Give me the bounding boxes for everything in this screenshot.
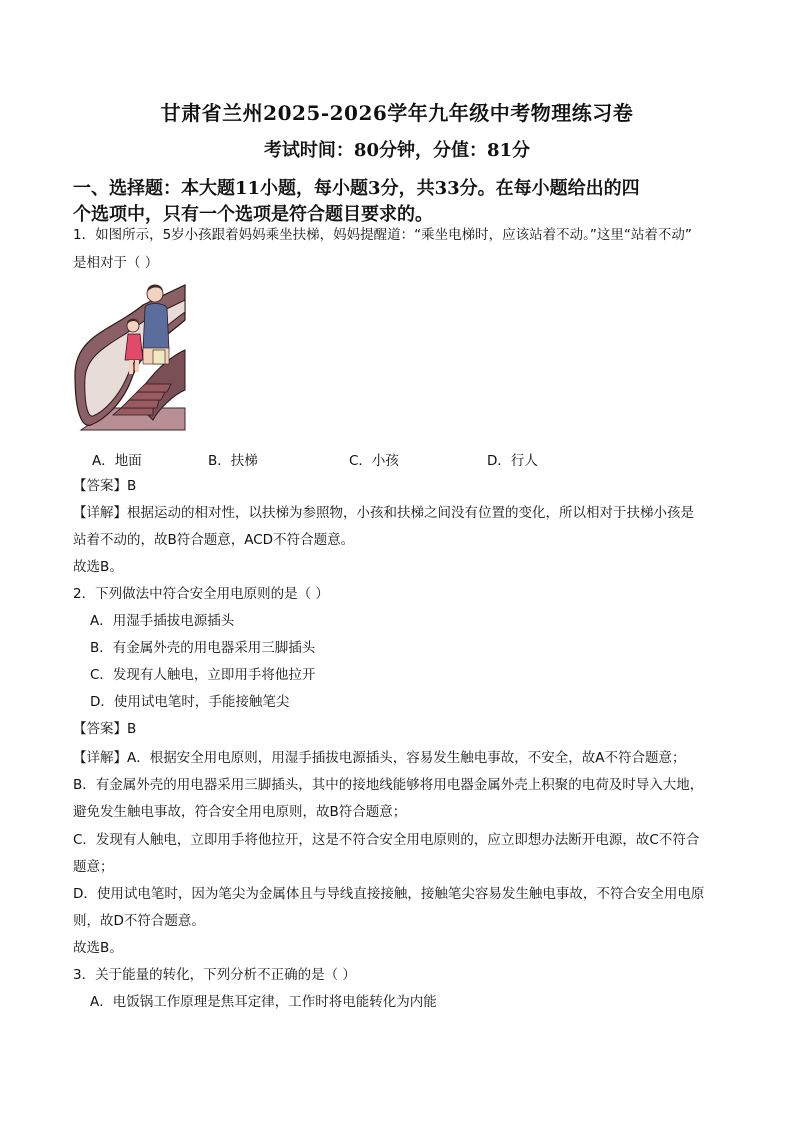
q2-option-c: C．发现有人触电，立即用手将他拉开 — [90, 667, 316, 683]
section-heading — [73, 176, 733, 228]
q2-detail-line-7: 则，故D不符合题意。 — [73, 913, 205, 929]
exam-title: 甘肃省兰州2025-2026学年九年级中考物理练习卷 — [160, 101, 634, 125]
q2-detail-line-3: 避免发生触电事故，符合安全用电原则，故B符合题意； — [73, 804, 407, 820]
exam-subtitle: 考试时间：80分钟，分值：81分 — [263, 140, 531, 161]
q2-answer: 【答案】B — [73, 721, 137, 737]
q1-option-b: B．扶梯 — [208, 453, 258, 469]
q1-option-d: D．行人 — [487, 453, 538, 469]
q3-stem: 3．关于能量的转化，下列分析不正确的是（ ） — [73, 967, 356, 983]
q1-stem-line-1: 1．如图所示，5岁小孩跟着妈妈乘坐扶梯，妈妈提醒道：“乘坐电梯时，应该站着不动。”这里“站着不动” — [73, 227, 692, 243]
q3-option-a: A．电饭锅工作原理是焦耳定律，工作时将电能转化为内能 — [90, 994, 437, 1010]
section-heading-line-2: 个选项中，只有一个选项是符合题目要求的。 — [73, 204, 433, 225]
q2-conclusion: 故选B。 — [73, 940, 123, 956]
q2-detail-line-1: 【详解】A．根据安全用电原则，用湿手插拔电源插头，容易发生触电事故，不安全，故A不符合题意； — [73, 750, 686, 766]
q1-option-c: C．小孩 — [349, 453, 399, 469]
q2-option-d: D．使用试电笔时，手能接触笔尖 — [90, 694, 290, 710]
q2-detail-line-6: D．使用试电笔时，因为笔尖为金属体且与导线直接接触，接触笔尖容易发生触电事故，不符合安全用电原 — [73, 886, 705, 902]
q2-detail-line-2: B．有金属外壳的用电器采用三脚插头，其中的接地线能够将用电器金属外壳上积聚的电荷及时导入大地， — [73, 777, 704, 793]
q1-detail-line-2: 站着不动的，故B符合题意，ACD不符合题意。 — [73, 532, 355, 548]
q2-detail-line-4: C．发现有人触电，立即用手将他拉开，这是不符合安全用电原则的，应立即想办法断开电源，故C不符合 — [73, 832, 700, 848]
q2-stem: 2．下列做法中符合安全用电原则的是（ ） — [73, 586, 329, 602]
q2-option-b: B．有金属外壳的用电器采用三脚插头 — [90, 640, 316, 656]
section-heading-line-1: 一、选择题：本大题11小题，每小题3分，共33分。在每小题给出的四 — [73, 178, 640, 199]
q1-option-a: A．地面 — [92, 453, 142, 469]
q1-stem-line-2: 是相对于（ ） — [73, 255, 159, 271]
q1-detail-line-1: 【详解】根据运动的相对性，以扶梯为参照物，小孩和扶梯之间没有位置的变化，所以相对于扶梯小孩是 — [73, 505, 694, 521]
q2-detail-line-5: 题意； — [73, 859, 114, 875]
q2-option-a: A．用湿手插拔电源插头 — [90, 613, 235, 629]
escalator-illustration — [73, 280, 188, 440]
q1-answer: 【答案】B — [73, 478, 137, 494]
q1-conclusion: 故选B。 — [73, 559, 123, 575]
